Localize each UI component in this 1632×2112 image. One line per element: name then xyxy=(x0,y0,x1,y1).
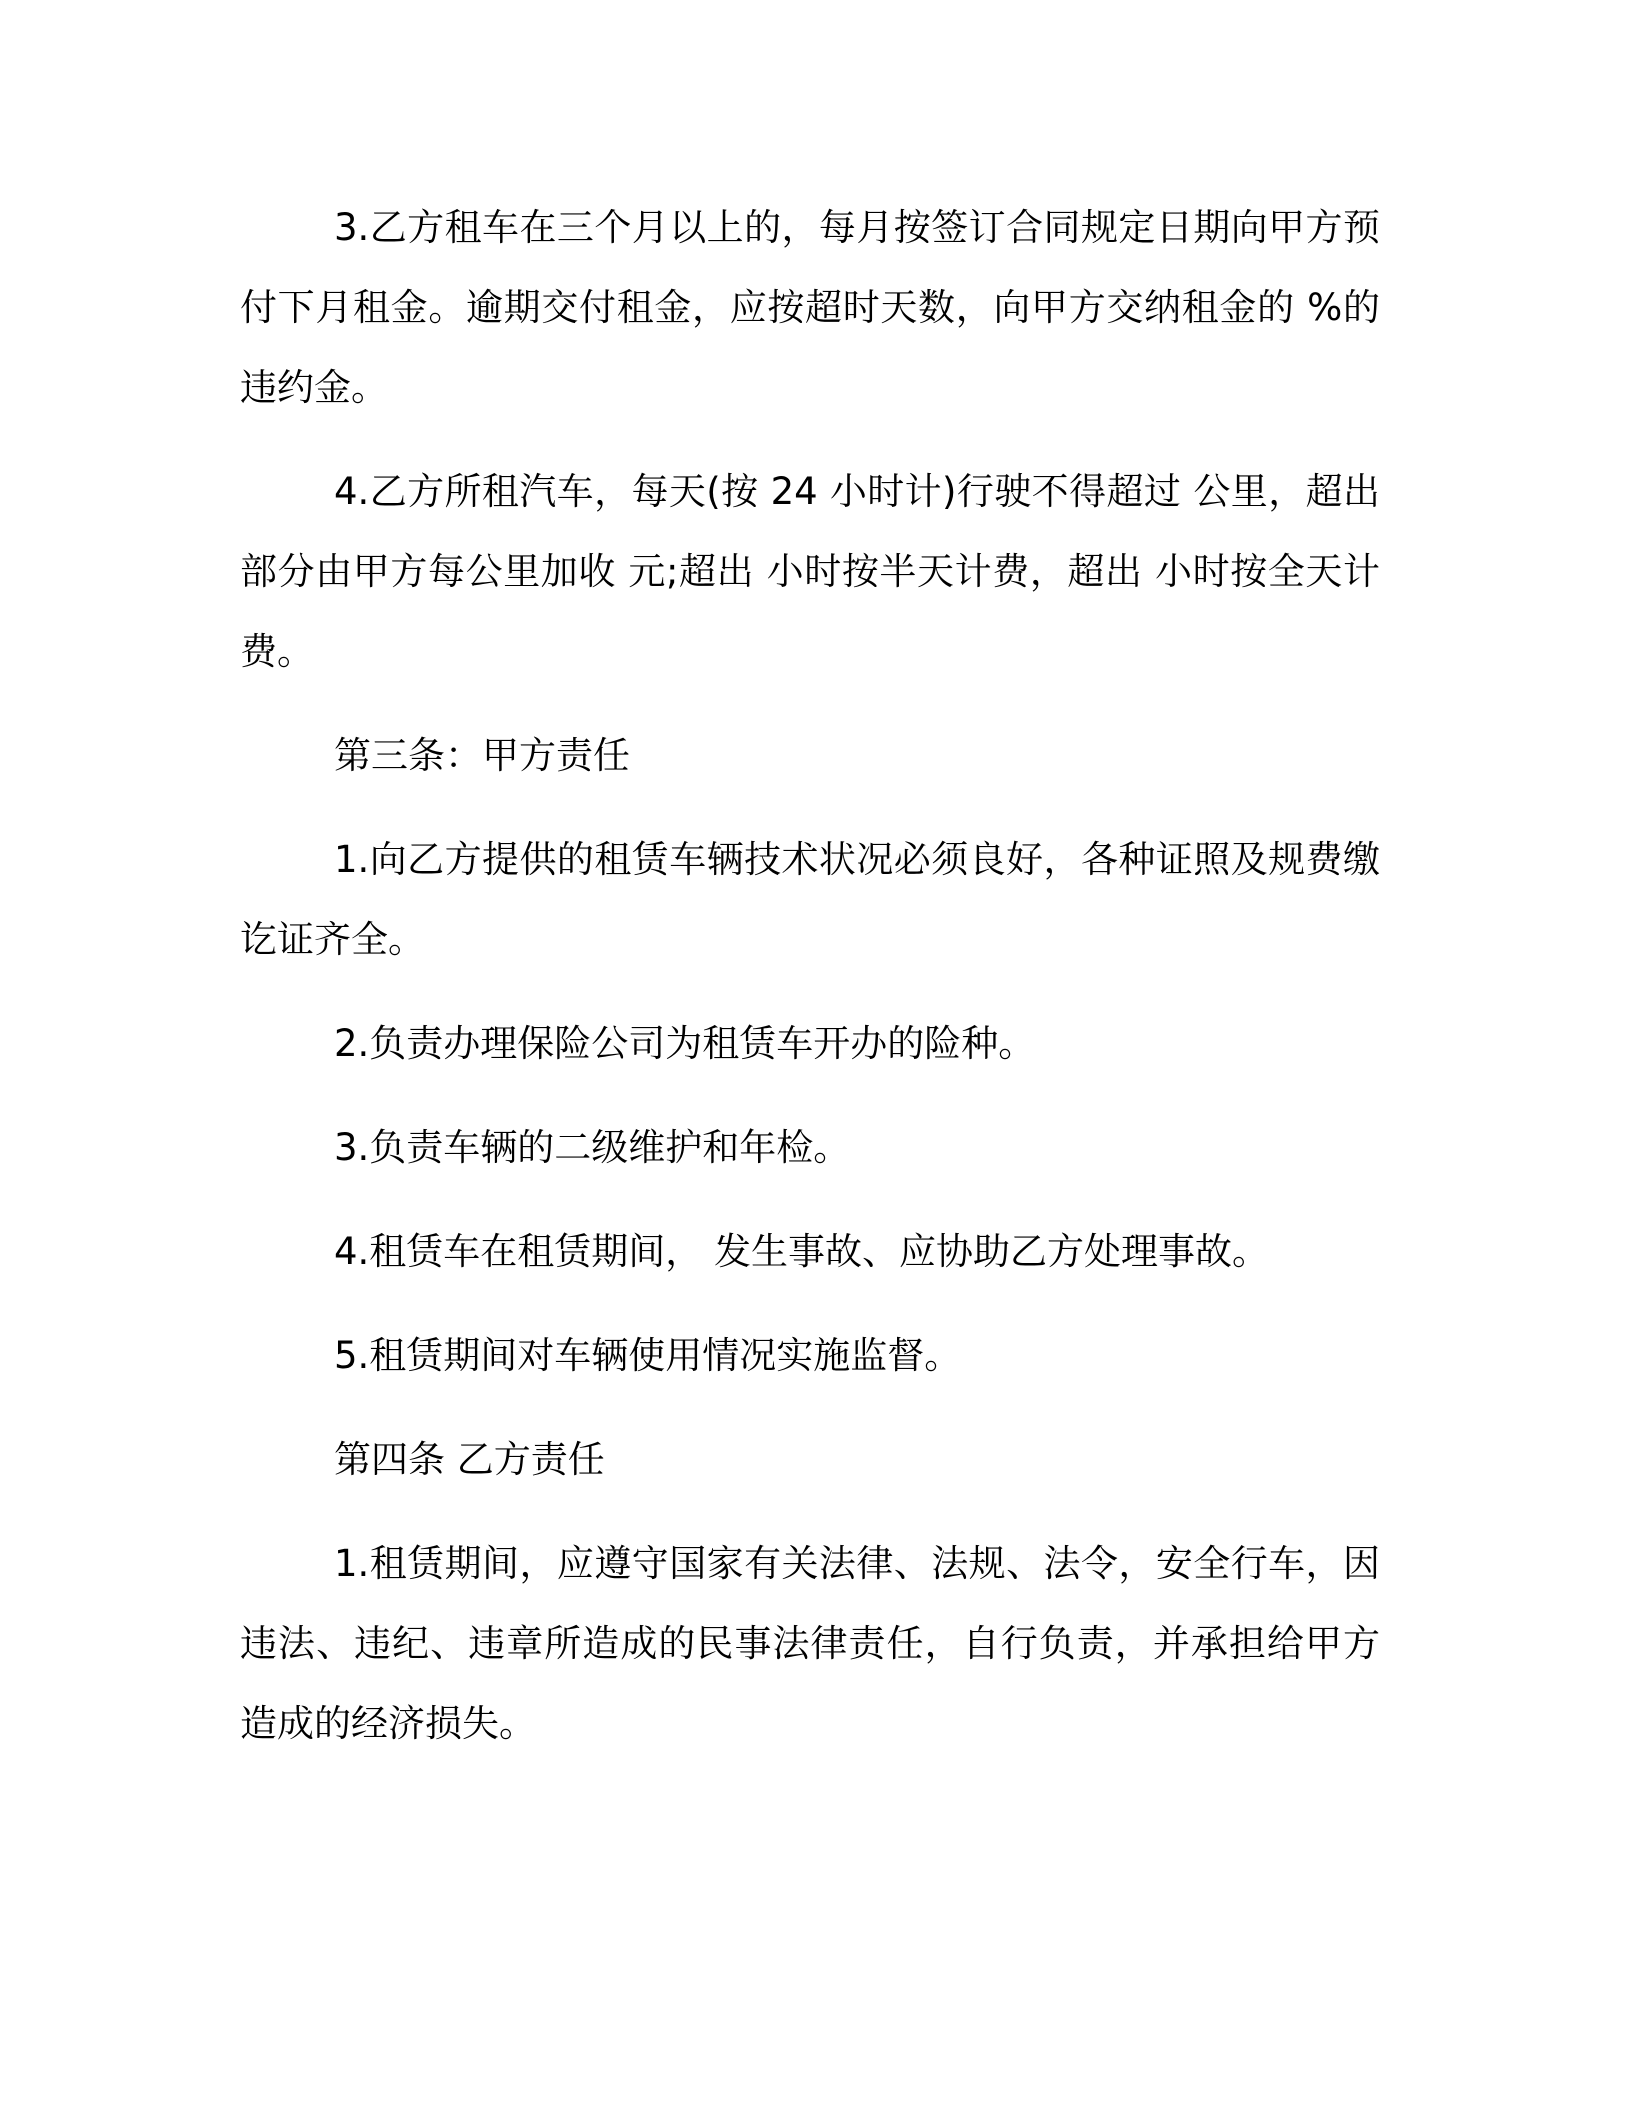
clause-3-heading: 第三条：甲方责任 xyxy=(334,734,630,777)
clause-2-item-3: 3.乙方租车在三个月以上的，每月按签订合同规定日期向甲方预付下月租金。逾期交付租金，应按超时天数，向甲方交纳租金的 %的违约金。 xyxy=(240,206,1380,409)
clause-3-item-2: 2.负责办理保险公司为租赁车开办的险种。 xyxy=(334,1022,1036,1065)
clause-3-item-5: 5.租赁期间对车辆使用情况实施监督。 xyxy=(334,1334,962,1377)
clause-4-heading: 第四条 乙方责任 xyxy=(334,1438,605,1481)
clause-4-item-1: 1.租赁期间，应遵守国家有关法律、法规、法令，安全行车，因违法、违纪、违章所造成的民事法律责任，自行负责，并承担给甲方造成的经济损失。 xyxy=(240,1542,1380,1745)
document-body xyxy=(240,188,1380,1764)
clause-3-item-3: 3.负责车辆的二级维护和年检。 xyxy=(334,1126,851,1169)
clause-2-item-4: 4.乙方所租汽车，每天(按 24 小时计)行驶不得超过 公里，超出部分由甲方每公里加收 元;超出 小时按半天计费，超出 小时按全天计费。 xyxy=(240,470,1380,673)
clause-3-item-1: 1.向乙方提供的租赁车辆技术状况必须良好，各种证照及规费缴讫证齐全。 xyxy=(240,838,1380,961)
clause-3-item-4: 4.租赁车在租赁期间， 发生事故、应协助乙方处理事故。 xyxy=(334,1230,1270,1273)
